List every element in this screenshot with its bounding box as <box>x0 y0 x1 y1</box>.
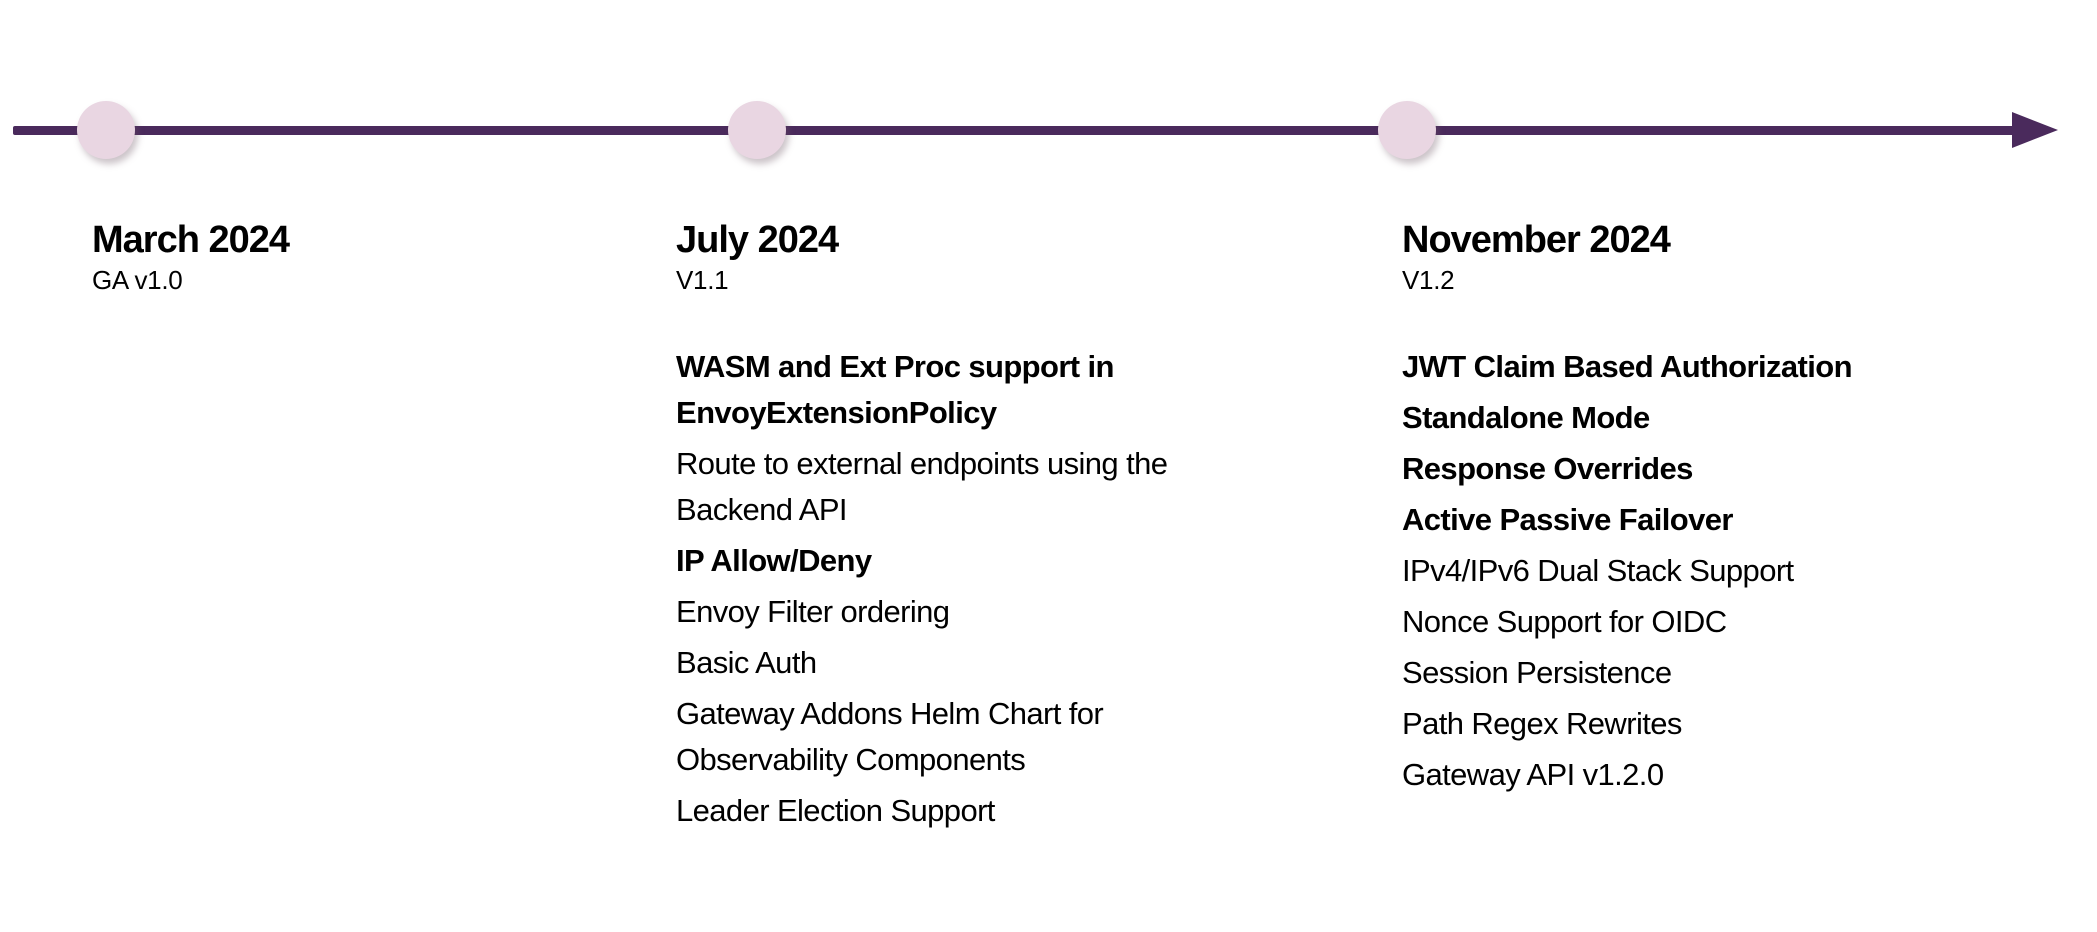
feature-item: Basic Auth <box>676 645 817 680</box>
milestone-version: V1.1 <box>676 265 729 295</box>
timeline-line <box>13 126 2020 135</box>
milestone-date: July 2024 <box>676 219 839 261</box>
milestone-date: March 2024 <box>92 219 290 261</box>
feature-item: Active Passive Failover <box>1402 502 1733 537</box>
feature-item: Session Persistence <box>1402 655 1672 690</box>
milestone-version: GA v1.0 <box>92 265 183 295</box>
feature-item: Route to external endpoints using the Backend API <box>676 446 1168 527</box>
feature-item: Envoy Filter ordering <box>676 594 950 629</box>
feature-item: Leader Election Support <box>676 793 995 828</box>
feature-item: Gateway API v1.2.0 <box>1402 757 1664 792</box>
feature-item: Standalone Mode <box>1402 400 1650 435</box>
milestone-column <box>676 219 1296 839</box>
feature-item: WASM and Ext Proc support in EnvoyExtensionPolicy <box>676 349 1114 430</box>
feature-list <box>1402 344 2022 798</box>
feature-list <box>676 344 1296 834</box>
milestone-version: V1.2 <box>1402 265 1455 295</box>
feature-item: Gateway Addons Helm Chart for Observability Components <box>676 696 1104 777</box>
milestone-column <box>92 219 712 344</box>
feature-item: JWT Claim Based Authorization <box>1402 349 1852 384</box>
feature-item: IPv4/IPv6 Dual Stack Support <box>1402 553 1794 588</box>
feature-item: Path Regex Rewrites <box>1402 706 1682 741</box>
feature-item: Nonce Support for OIDC <box>1402 604 1727 639</box>
timeline-milestone-dot <box>1378 101 1436 159</box>
arrow-right-icon <box>2012 112 2058 148</box>
feature-item: Response Overrides <box>1402 451 1693 486</box>
milestone-date: November 2024 <box>1402 219 1670 261</box>
feature-item: IP Allow/Deny <box>676 543 872 578</box>
timeline-milestone-dot <box>77 101 135 159</box>
timeline-milestone-dot <box>728 101 786 159</box>
milestone-column <box>1402 219 2022 803</box>
